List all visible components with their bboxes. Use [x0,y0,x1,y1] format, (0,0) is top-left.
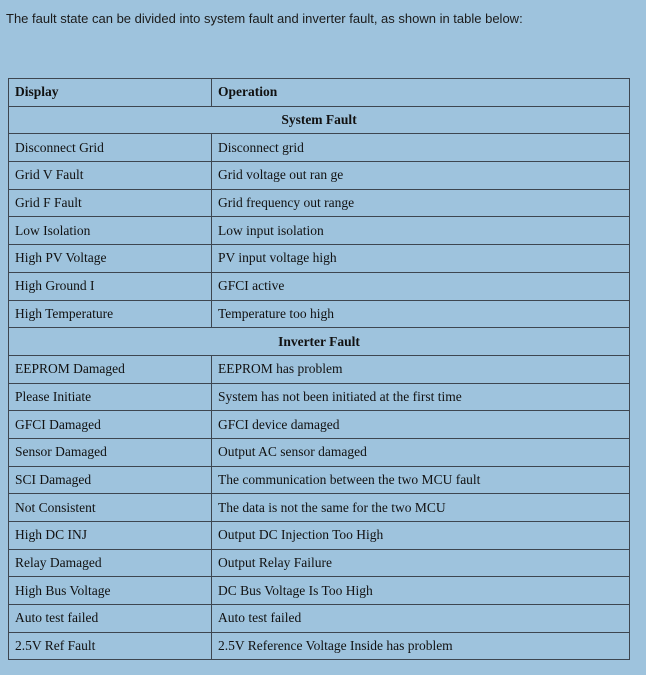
operation-cell: EEPROM has problem [212,355,630,383]
table-row [9,549,630,577]
table-row [9,217,630,245]
section-row-inverter-fault [9,328,630,356]
operation-cell: System has not been initiated at the first time [212,383,630,411]
display-cell: High Ground I [9,272,212,300]
header-display: Display [9,79,212,107]
display-cell: Sensor Damaged [9,438,212,466]
table-row [9,632,630,660]
table-row [9,189,630,217]
table-row [9,134,630,162]
display-cell: Grid V Fault [9,162,212,190]
display-cell: GFCI Damaged [9,411,212,439]
section-row-system-fault [9,106,630,134]
operation-cell: The communication between the two MCU fault [212,466,630,494]
operation-cell: Auto test failed [212,605,630,633]
table-row [9,466,630,494]
operation-cell: GFCI active [212,272,630,300]
intro-text: The fault state can be divided into system fault and inverter fault, as shown in table below: [6,11,523,26]
display-cell: SCI Damaged [9,466,212,494]
header-row [9,79,630,107]
operation-cell: Output DC Injection Too High [212,522,630,550]
operation-cell: Output AC sensor damaged [212,438,630,466]
operation-cell: 2.5V Reference Voltage Inside has problem [212,632,630,660]
table-row [9,272,630,300]
display-cell: High Temperature [9,300,212,328]
display-cell: Grid F Fault [9,189,212,217]
table-row [9,300,630,328]
table-row [9,577,630,605]
operation-cell: Grid voltage out ran ge [212,162,630,190]
display-cell: Not Consistent [9,494,212,522]
display-cell: High DC INJ [9,522,212,550]
section-title: Inverter Fault [9,328,630,356]
display-cell: High Bus Voltage [9,577,212,605]
operation-cell: The data is not the same for the two MCU [212,494,630,522]
table-row [9,605,630,633]
display-cell: Please Initiate [9,383,212,411]
operation-cell: DC Bus Voltage Is Too High [212,577,630,605]
operation-cell: Low input isolation [212,217,630,245]
operation-cell: Output Relay Failure [212,549,630,577]
display-cell: 2.5V Ref Fault [9,632,212,660]
display-cell: High PV Voltage [9,245,212,273]
table-row [9,383,630,411]
section-title: System Fault [9,106,630,134]
table-row [9,355,630,383]
table-row [9,162,630,190]
operation-cell: GFCI device damaged [212,411,630,439]
display-cell: Disconnect Grid [9,134,212,162]
display-cell: Auto test failed [9,605,212,633]
table-row [9,245,630,273]
operation-cell: Grid frequency out range [212,189,630,217]
table-row [9,494,630,522]
table-row [9,522,630,550]
operation-cell: PV input voltage high [212,245,630,273]
display-cell: Low Isolation [9,217,212,245]
table-row [9,438,630,466]
display-cell: Relay Damaged [9,549,212,577]
table-row [9,411,630,439]
operation-cell: Temperature too high [212,300,630,328]
display-cell: EEPROM Damaged [9,355,212,383]
header-operation: Operation [212,79,630,107]
fault-table [8,78,630,660]
operation-cell: Disconnect grid [212,134,630,162]
